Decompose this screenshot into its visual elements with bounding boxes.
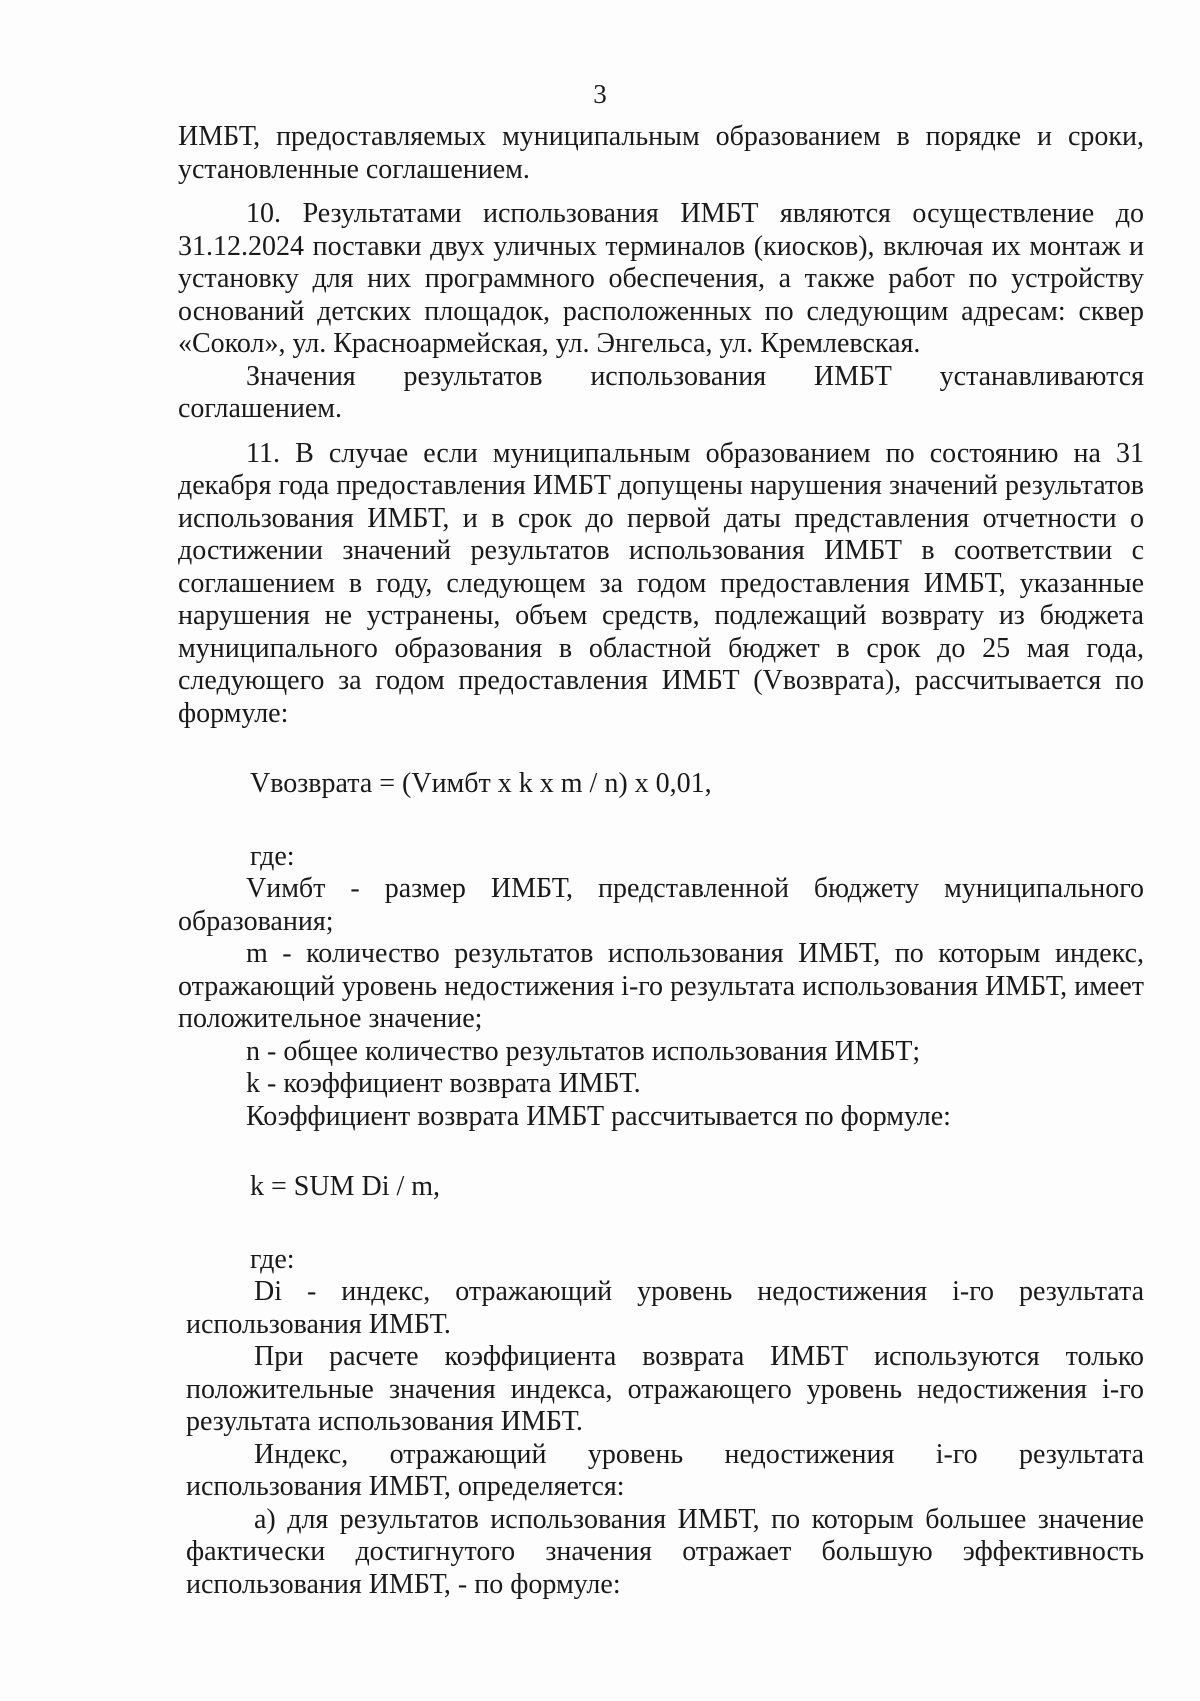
document-body	[178, 121, 1144, 1601]
formula-k: k = SUM Di / m,	[250, 1171, 441, 1202]
coefficient-intro: Коэффициент возврата ИМБТ рассчитывается по формуле:	[246, 1100, 951, 1132]
definition-n: n - общее количество результатов использования ИМБТ;	[246, 1035, 921, 1067]
item-a: а) для результатов использования ИМБТ, по которым большее значение фактически достигнутого значения отражает большую эффективность использования ИМБТ, - по формуле:	[186, 1503, 1144, 1600]
definition-di: Di - индекс, отражающий уровень недостижения i-го результата использования ИМБТ.	[186, 1276, 1144, 1340]
where-label-1: где:	[250, 840, 295, 872]
definition-k: k - коэффициент возврата ИМБТ.	[246, 1068, 641, 1099]
definition-vimbt: Vимбт - размер ИМБТ, представленной бюджету муниципального образования;	[178, 873, 1144, 937]
where-label-2: где:	[250, 1243, 295, 1275]
paragraph-10: 10. Результатами использования ИМБТ являются осуществление до 31.12.2024 поставки двух уличных терминалов (киосков), включая их монтаж и установку для них программного обеспечения, а также работ по устройству оснований детских площадок, расположенных по следующим адресам: сквер «Сокол», ул. Красноармейская, ул. Энгельса, ул. Кремлевская.	[178, 198, 1144, 359]
formula-v-return: Vвозврата = (Vимбт x k x m / n) x 0,01,	[250, 768, 712, 799]
definition-m: m - количество результатов использования ИМБТ, по которым индекс, отражающий уровень недостижения i-го результата использования ИМБТ, имеет положительное значение;	[178, 938, 1144, 1034]
positive-values-note: При расчете коэффициента возврата ИМБТ используются только положительные значения индекса, отражающего уровень недостижения i-го результата использования ИМБТ.	[186, 1341, 1144, 1437]
paragraph-11: 11. В случае если муниципальным образованием по состоянию на 31 декабря года предоставления ИМБТ допущены нарушения значений результатов использования ИМБТ, и в срок до первой даты представления отчетности о достижении значений результатов использования ИМБТ в соответствии с соглашением в году, следующем за годом предоставления ИМБТ, указанные нарушения не устранены, объем средств, подлежащий возврату из бюджета муниципального образования в областной бюджет в срок до 25 мая года, следующего за годом предоставления ИМБТ (Vвозврата), рассчитывается по формуле:	[178, 437, 1144, 729]
page-number: 3	[593, 79, 607, 109]
paragraph-10-values: Значения результатов использования ИМБТ устанавливаются соглашением.	[178, 360, 1144, 424]
index-intro: Индекс, отражающий уровень недостижения i-го результата использования ИМБТ, определяется:	[186, 1438, 1144, 1502]
paragraph-continuation: ИМБТ, предоставляемых муниципальным образованием в порядке и сроки, установленные соглашением.	[178, 121, 1144, 185]
